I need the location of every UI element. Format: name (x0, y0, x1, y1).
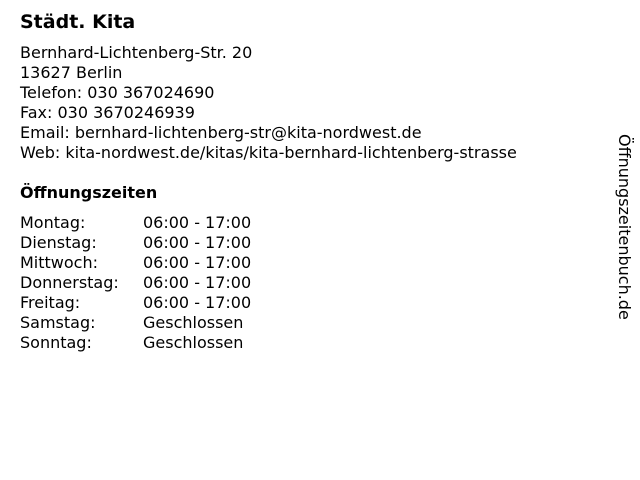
opening-hours-heading: Öffnungszeiten (20, 183, 158, 202)
hours-day: Mittwoch: (20, 253, 98, 272)
hours-day: Sonntag: (20, 333, 92, 352)
website-url: Web: kita-nordwest.de/kitas/kita-bernhard-lichtenberg-strasse (20, 143, 517, 162)
page-title: Städt. Kita (20, 11, 136, 33)
site-branding (612, 134, 636, 364)
hours-day: Samstag: (20, 313, 96, 332)
site-branding-text: Öffnungszeitenbuch.de (615, 134, 634, 320)
hours-day: Donnerstag: (20, 273, 119, 292)
hours-day: Dienstag: (20, 233, 97, 252)
fax-number: Fax: 030 3670246939 (20, 103, 195, 122)
street-address: Bernhard-Lichtenberg-Str. 20 (20, 43, 253, 62)
hours-day: Montag: (20, 213, 86, 232)
hours-time: Geschlossen (143, 313, 244, 332)
hours-time: 06:00 - 17:00 (143, 233, 252, 252)
hours-time: 06:00 - 17:00 (143, 293, 252, 312)
hours-time: 06:00 - 17:00 (143, 213, 252, 232)
hours-time: 06:00 - 17:00 (143, 273, 252, 292)
address-block (20, 43, 517, 163)
email-address: Email: bernhard-lichtenberg-str@kita-nordwest.de (20, 123, 422, 142)
hours-time: 06:00 - 17:00 (143, 253, 252, 272)
city-address: 13627 Berlin (20, 63, 123, 82)
hours-day: Freitag: (20, 293, 81, 312)
phone-number: Telefon: 030 367024690 (20, 83, 215, 102)
hours-time: Geschlossen (143, 333, 244, 352)
